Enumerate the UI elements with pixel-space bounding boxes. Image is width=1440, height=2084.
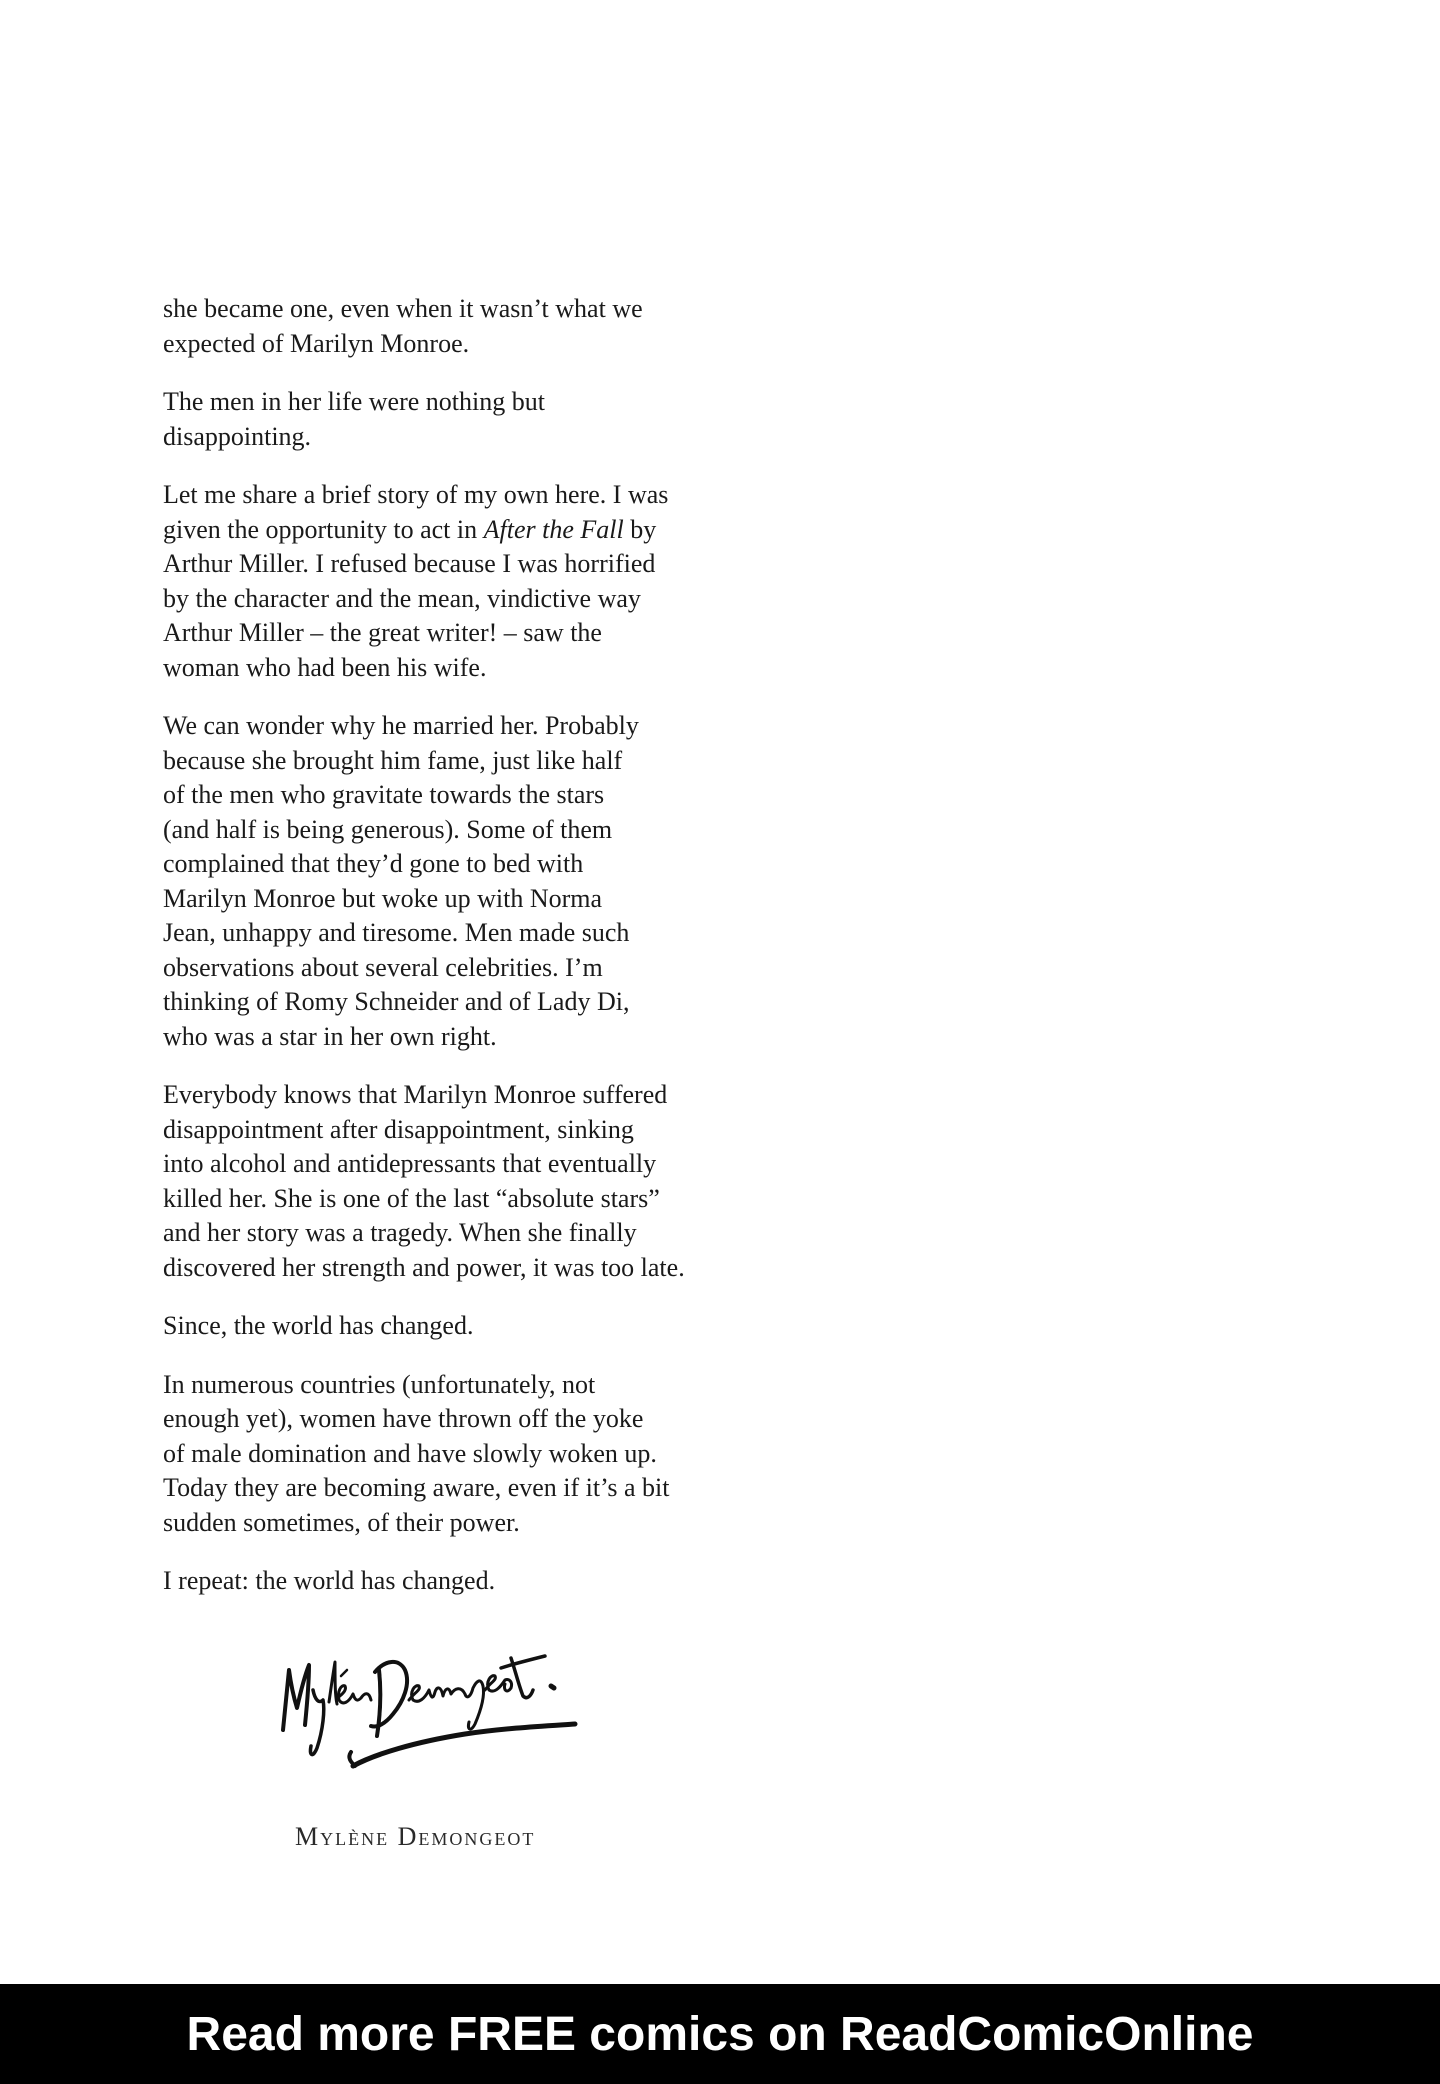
signatory-name: Mylène Demongeot [295,1822,536,1851]
paragraph-4 [163,709,723,1054]
paragraph-text: Everybody knows that Marilyn Monroe suffered disappointment after disappointment, sinking into alcohol and antidepressants that eventually killed her. She is one of the last “absolute stars” and her story was a tragedy. When she finally discovered her strength and power, it was too late. [163,1080,685,1282]
paragraph-text: by Arthur Miller. I refused because I was horrified by the character and the mean, vindictive way Arthur Miller – the great writer! – saw the woman who had been his wife. [163,514,657,682]
paragraph-1 [163,292,723,361]
paragraph-text: We can wonder why he married her. Probably because she brought him fame, just like half of the men who gravitate towards the stars (and half is being generous). Some of them complained that they’d gone to bed with Marilyn Monroe but woke up with Norma Jean, unhappy and tiresome. Men made such observations about several celebrities. I’m thinking of Romy Schneider and of Lady Di, who was a star in her own right. [163,711,639,1051]
banner-text: Read more FREE comics on ReadComicOnline [186,2007,1254,2061]
paragraph-2 [163,385,723,454]
paragraph-6 [163,1309,723,1344]
promo-banner[interactable] [0,1984,1440,2084]
paragraph-text: I repeat: the world has changed. [163,1566,496,1595]
paragraph-text: In numerous countries (unfortunately, not enough yet), women have thrown off the yoke of male domination and have slowly woken up. Today they are becoming aware, even if it’s a bit sudden sometimes, of their power. [163,1369,670,1537]
paragraph-8 [163,1564,723,1599]
play-title: After the Fall [483,514,624,544]
paragraph-text: Since, the world has changed. [163,1311,474,1340]
paragraph-text: she became one, even when it wasn’t what we expected of Marilyn Monroe. [163,294,643,358]
paragraph-text: Let me share a brief story of my own here. I was given the opportunity to act in [163,480,669,544]
paragraph-7 [163,1368,723,1541]
paragraph-3 [163,478,723,685]
handwritten-signature [275,1630,585,1780]
paragraph-text: The men in her life were nothing but disappointing. [163,387,545,451]
body-text [163,292,723,1623]
paragraph-5 [163,1078,723,1285]
